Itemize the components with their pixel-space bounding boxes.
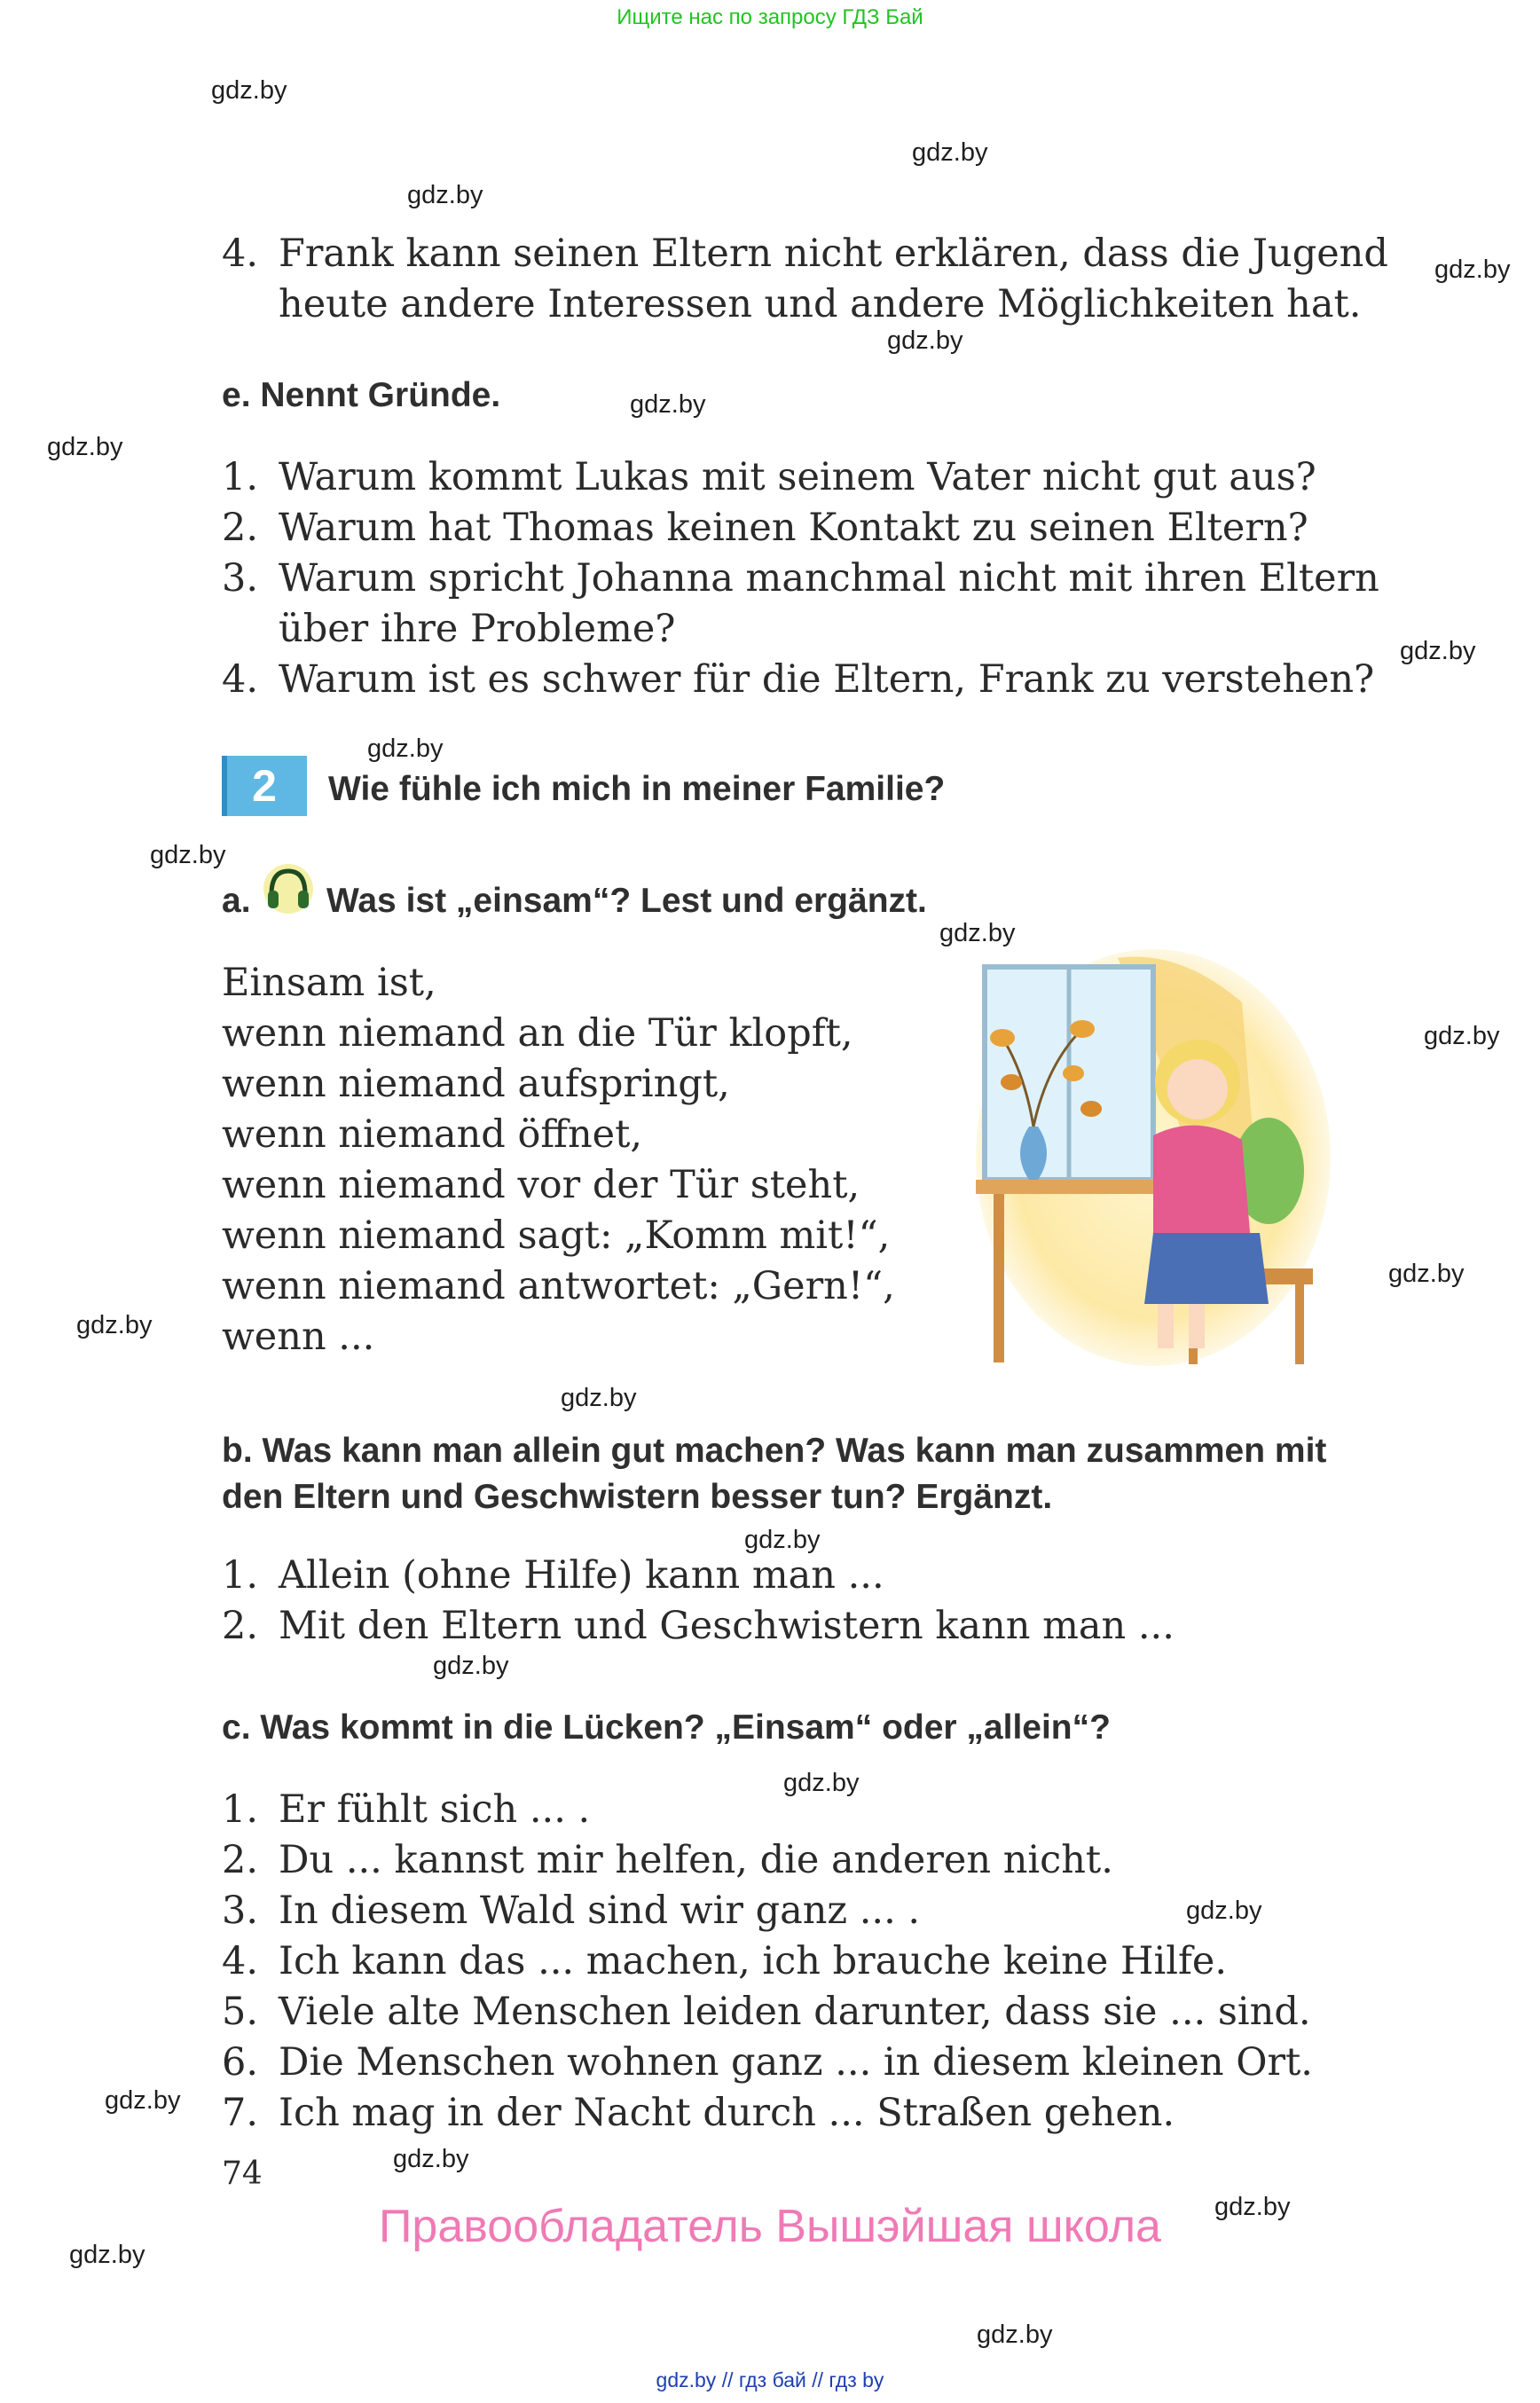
watermark: gdz.by bbox=[630, 390, 706, 419]
watermark: gdz.by bbox=[887, 326, 963, 355]
exercise-title: Wie fühle ich mich in meiner Familie? bbox=[328, 770, 946, 808]
list-item: 4. Warum ist es schwer für die Eltern, Frank zu verstehen? bbox=[222, 657, 1375, 702]
list-item: 1. Allein (ohne Hilfe) kann man ... bbox=[222, 1553, 884, 1598]
page-number: 74 bbox=[222, 2156, 263, 2192]
watermark: gdz.by bbox=[1434, 255, 1511, 284]
watermark: gdz.by bbox=[105, 2086, 181, 2115]
list-item: 7. Ich mag in der Nacht durch ... Straßen gehen. bbox=[222, 2091, 1175, 2135]
poem-line: wenn niemand öffnet, bbox=[222, 1112, 643, 1157]
list-item-continuation: über ihre Probleme? bbox=[279, 607, 676, 651]
watermark: gdz.by bbox=[912, 138, 988, 167]
list-item: 3. Warum spricht Johanna manchmal nicht mit ihren Eltern bbox=[222, 556, 1379, 601]
lonely-girl-illustration bbox=[976, 949, 1331, 1366]
poem-line: wenn niemand antwortet: „Gern!“, bbox=[222, 1264, 895, 1308]
watermark: gdz.by bbox=[433, 1652, 509, 1680]
copyright-notice: Правообладатель Вышэйшая школа bbox=[379, 2201, 1161, 2252]
watermark: gdz.by bbox=[150, 841, 226, 869]
part-a-label: a. bbox=[222, 882, 251, 920]
list-item: 1. Er fühlt sich ... . bbox=[222, 1787, 591, 1832]
list-item-continuation: heute andere Interessen und andere Möglichkeiten hat. bbox=[279, 282, 1362, 326]
list-item: 6. Die Menschen wohnen ganz ... in diesem kleinen Ort. bbox=[222, 2040, 1313, 2085]
list-item: 3. In diesem Wald sind wir ganz ... . bbox=[222, 1889, 921, 1933]
watermark: gdz.by bbox=[76, 1311, 153, 1339]
list-item: 2. Warum hat Thomas keinen Kontakt zu seinen Eltern? bbox=[222, 506, 1308, 550]
poem-line: wenn ... bbox=[222, 1315, 375, 1359]
poem-line: wenn niemand vor der Tür steht, bbox=[222, 1163, 860, 1207]
watermark: gdz.by bbox=[1400, 637, 1476, 665]
watermark: gdz.by bbox=[1388, 1260, 1465, 1288]
list-item: 2. Du ... kannst mir helfen, die anderen nicht. bbox=[222, 1838, 1113, 1882]
list-item: 1. Warum kommt Lukas mit seinem Vater nicht gut aus? bbox=[222, 455, 1316, 499]
poem-line: wenn niemand an die Tür klopft, bbox=[222, 1011, 853, 1056]
list-item: 5. Viele alte Menschen leiden darunter, dass sie ... sind. bbox=[222, 1990, 1311, 2034]
list-item: 4. Frank kann seinen Eltern nicht erklären, dass die Jugend bbox=[222, 232, 1388, 276]
watermark: gdz.by bbox=[407, 181, 483, 209]
watermark: gdz.by bbox=[47, 433, 123, 461]
watermark: gdz.by bbox=[1424, 1022, 1500, 1050]
poem-line: wenn niemand sagt: „Komm mit!“, bbox=[222, 1213, 891, 1258]
watermark: gdz.by bbox=[977, 2321, 1053, 2349]
watermark: gdz.by bbox=[393, 2145, 469, 2173]
part-a-heading: Was ist „einsam“? Lest und ergänzt. bbox=[326, 882, 927, 920]
watermark: gdz.by bbox=[744, 1526, 821, 1554]
list-item: 4. Ich kann das ... machen, ich brauche keine Hilfe. bbox=[222, 1939, 1228, 1983]
part-c-heading: c. Was kommt in die Lücken? „Einsam“ oder „allein“? bbox=[222, 1708, 1111, 1747]
top-banner: Ищите нас по запросу ГДЗ Бай bbox=[617, 5, 923, 29]
list-item: 2. Mit den Eltern und Geschwistern kann man ... bbox=[222, 1604, 1175, 1648]
watermark: gdz.by bbox=[1214, 2193, 1291, 2221]
bottom-banner[interactable]: gdz.by // гдз бай // гдз by bbox=[656, 2368, 884, 2391]
watermark: gdz.by bbox=[939, 919, 1016, 947]
watermark: gdz.by bbox=[211, 76, 287, 105]
watermark: gdz.by bbox=[561, 1384, 637, 1412]
poem-line: wenn niemand aufspringt, bbox=[222, 1062, 730, 1106]
exercise-number: 2 bbox=[252, 761, 277, 811]
poem-line: Einsam ist, bbox=[222, 961, 436, 1005]
part-b-heading-cont: den Eltern und Geschwistern besser tun? Ergänzt. bbox=[222, 1478, 1053, 1516]
watermark: gdz.by bbox=[69, 2241, 145, 2269]
headphones-icon[interactable] bbox=[263, 862, 314, 915]
section-heading: e. Nennt Gründe. bbox=[222, 376, 501, 414]
watermark: gdz.by bbox=[783, 1769, 860, 1797]
watermark: gdz.by bbox=[1186, 1896, 1262, 1925]
part-b-heading: b. Was kann man allein gut machen? Was kann man zusammen mit bbox=[222, 1432, 1327, 1470]
watermark: gdz.by bbox=[367, 734, 444, 763]
